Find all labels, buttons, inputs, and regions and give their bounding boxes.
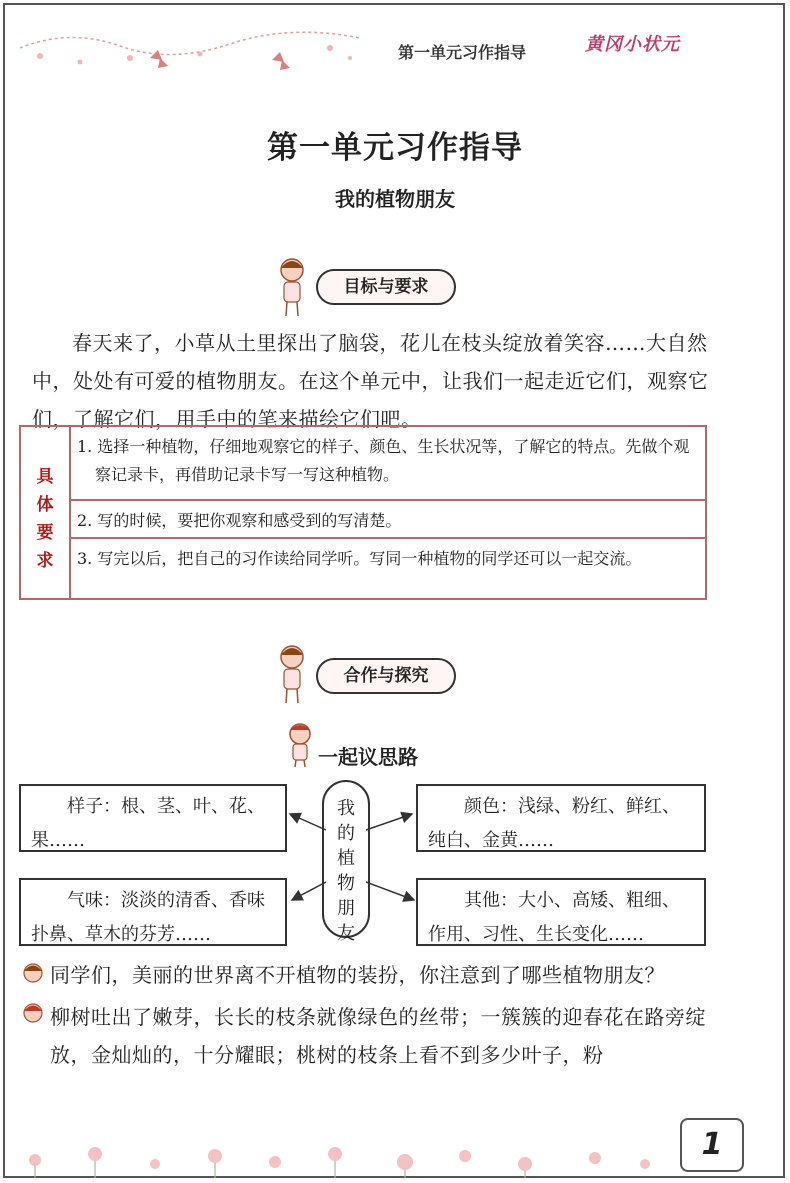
subtitle: 我的植物朋友: [335, 187, 455, 211]
mind-map-color: 颜色：浅绿、粉红、鲜红、纯白、金黄……: [416, 784, 706, 852]
intro-paragraph: 春天来了，小草从土里探出了脑袋，花儿在枝头绽放着笑容……大自然中，处处有可爱的植物朋友。在这个单元中，让我们一起走近它们，观察它们，了解它们，用手中的笔来描绘它们吧。: [32, 331, 709, 431]
girl-icon: [272, 256, 312, 318]
section-badge-cooperation: 合作与探究: [316, 658, 456, 694]
mind-map-other: 其他：大小、高矮、粗细、作用、习性、生长变化……: [416, 878, 706, 946]
series-logo: 黄冈小状元: [585, 34, 680, 55]
section-badge-goals: 目标与要求: [316, 269, 456, 305]
girl-icon: [272, 643, 312, 705]
footer-flowers-decoration: [5, 1120, 675, 1178]
boy-icon: [282, 720, 318, 768]
header-decoration: [10, 18, 370, 78]
girl-face-icon: [22, 960, 44, 988]
main-title: 第一单元习作指导: [267, 130, 523, 166]
requirement-item: 1. 选择一种植物，仔细地观察它的样子、颜色、生长状况等，了解它的特点。先做个观察记录卡，再借助记录卡写一写这种植物。: [77, 437, 690, 484]
requirements-label: [21, 427, 71, 598]
requirements-label-text: 具体要求: [36, 467, 54, 571]
requirement-item: 2. 写的时候，要把你观察和感受到的写清楚。: [71, 499, 705, 537]
mind-map-center-text: 我的植物朋友: [337, 798, 355, 944]
mind-map-shape: 样子：根、茎、叶、花、果……: [19, 784, 287, 852]
requirements-table: [19, 425, 707, 600]
unit-guide-header: 第一单元习作指导: [398, 43, 527, 62]
mind-map-center: [322, 780, 370, 944]
mind-map-smell: 气味：淡淡的清香、香味扑鼻、草木的芬芳……: [19, 878, 287, 946]
requirement-item: 3. 写完以后，把自己的习作读给同学听。写同一种植物的同学还可以一起交流。: [71, 537, 705, 598]
page-number: 1: [680, 1118, 744, 1172]
dialogue-question: 同学们，美丽的世界离不开植物的装扮，你注意到了哪些植物朋友？: [50, 963, 665, 987]
sub-heading-ideas: 一起议思路: [318, 745, 418, 769]
boy-face-icon: [22, 1000, 44, 1028]
dialogue-answer: 柳树吐出了嫩芽，长长的枝条就像绿色的丝带；一簇簇的迎春花在路旁绽放，金灿灿的，十分耀眼；桃树的枝条上看不到多少叶子，粉: [50, 1005, 706, 1067]
